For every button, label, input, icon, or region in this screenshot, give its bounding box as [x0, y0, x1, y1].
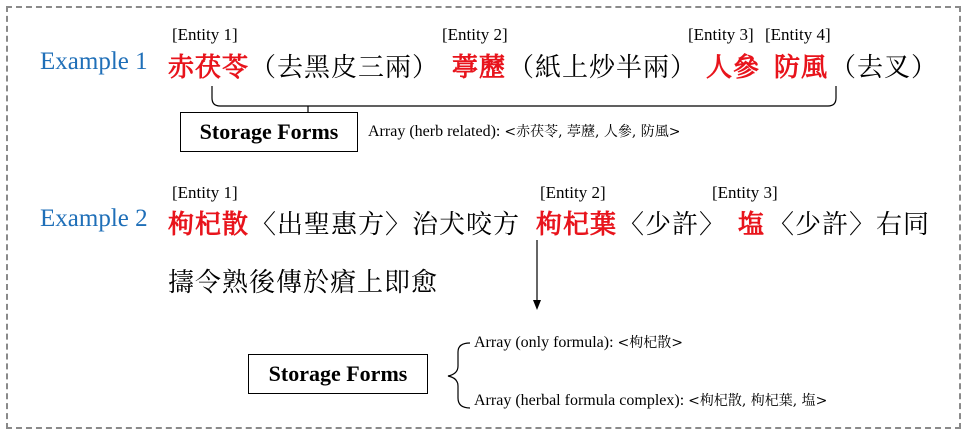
example1-label: Example 1	[40, 48, 148, 75]
example1-entity-1-tag: [Entity 1]	[172, 25, 238, 44]
example2-text-line-2: 擣令熟後傳於瘡上即愈	[168, 268, 439, 298]
example2-arrow-head	[533, 300, 541, 310]
example2-text-1: 〈出聖惠方〉治犬咬方	[250, 210, 521, 240]
example1-entity-4-tag: [Entity 4]	[765, 25, 831, 44]
example2-entity-formula: 枸杞散	[168, 210, 250, 240]
example1-array	[368, 121, 681, 141]
example1-entity-2-tag: [Entity 2]	[442, 25, 508, 44]
example2-storage-forms-box	[248, 354, 428, 394]
example1-dosage-1: （去黑皮三兩）	[250, 53, 440, 83]
example2-text-2: 〈少許〉	[618, 210, 727, 240]
example2-array-2-value: <枸杞散, 枸杞葉, 塩>	[688, 393, 828, 409]
example1-entity-herb-1: 赤茯苓	[168, 53, 250, 83]
example2-entity-2-tag: [Entity 2]	[540, 183, 606, 202]
example2-label: Example 2	[40, 205, 148, 232]
example1-entity-herb-2: 葶藶	[452, 53, 507, 83]
example2-brace	[448, 343, 470, 408]
example2-entity-3-tag: [Entity 3]	[712, 183, 778, 202]
example2-entity-1-tag: [Entity 1]	[172, 183, 238, 202]
example1-entity-herb-3: 人參	[706, 53, 761, 83]
example2-array-2	[474, 390, 827, 410]
example1-array-prefix: Array (herb related):	[368, 123, 505, 140]
example1-dosage-3: （去叉）	[830, 53, 939, 83]
example1-entity-3-tag: [Entity 3]	[688, 25, 754, 44]
example1-bracket	[212, 86, 836, 106]
example1-entity-herb-4: 防風	[774, 53, 829, 83]
example2-storage-forms-label: Storage Forms	[268, 361, 408, 386]
example2-array-1-prefix: Array (only formula):	[474, 334, 618, 351]
example2-array-1	[474, 332, 683, 352]
example2-text-3: 〈少許〉右同	[768, 210, 931, 240]
example1-storage-forms-box	[180, 112, 358, 152]
example1-dosage-2: （紙上炒半兩）	[508, 53, 698, 83]
example2-entity-herb-3: 塩	[738, 210, 766, 240]
example2-entity-herb-2: 枸杞葉	[536, 210, 618, 240]
example1-array-value: <赤茯苓, 葶藶, 人參, 防風>	[504, 124, 681, 140]
example2-array-2-prefix: Array (herbal formula complex):	[474, 392, 689, 409]
example1-storage-forms-label: Storage Forms	[199, 119, 339, 144]
example2-array-1-value: <枸杞散>	[617, 335, 683, 351]
